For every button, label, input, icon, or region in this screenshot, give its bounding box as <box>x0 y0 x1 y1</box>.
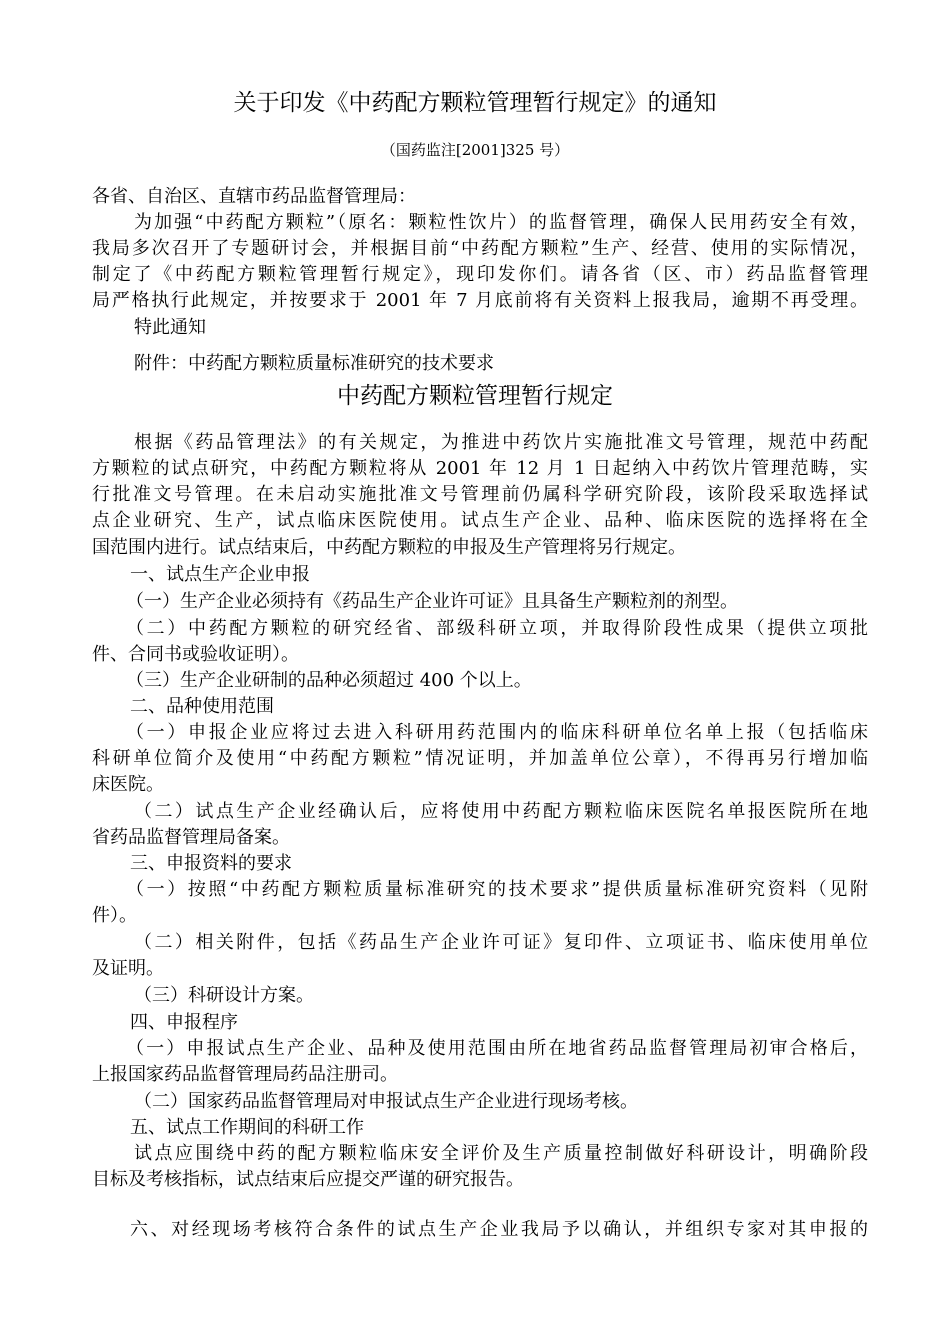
intro-line: 国范围内进行。试点结束后，中药配方颗粒的申报及生产管理将另行规定。 <box>92 537 686 558</box>
section-item: 试点应围绕中药的配方颗粒临床安全评价及生产质量控制做好科研设计，明确阶段 <box>134 1143 868 1164</box>
section-item: （二）试点生产企业经确认后，应将使用中药配方颗粒临床医院名单报医院所在地 <box>134 801 868 822</box>
section-heading: 六、对经现场考核符合条件的试点生产企业我局予以确认，并组织专家对其申报的 <box>130 1219 868 1240</box>
notice-body-line: 为加强“中药配方颗粒”（原名：颗粒性饮片）的监督管理，确保人民用药安全有效， <box>134 212 868 233</box>
attachment: 附件：中药配方颗粒质量标准研究的技术要求 <box>134 353 494 374</box>
section-item: （二）相关附件，包括《药品生产企业许可证》复印件、立项证书、临床使用单位 <box>134 932 868 953</box>
closing: 特此通知 <box>134 317 206 338</box>
section-item: （二）国家药品监督管理局对申报试点生产企业进行现场考核。 <box>134 1091 638 1112</box>
section-item: 床医院。 <box>92 774 164 795</box>
section-heading: 三、申报资料的要求 <box>130 853 292 874</box>
section-item: 件）。 <box>92 905 137 926</box>
section-heading: 四、申报程序 <box>130 1012 238 1033</box>
intro-line: 点企业研究、生产，试点临床医院使用。试点生产企业、品种、临床医院的选择将在全 <box>92 510 868 531</box>
section-heading: 一、试点生产企业申报 <box>130 564 310 585</box>
section-item: （三）科研设计方案。 <box>134 985 314 1006</box>
document-number: （国药监注[2001]325 号） <box>380 141 570 159</box>
section-item: 省药品监督管理局备案。 <box>92 827 290 848</box>
section-item: （一）生产企业必须持有《药品生产企业许可证》且具备生产颗粒剂的剂型。 <box>126 591 738 612</box>
notice-body-line: 局严格执行此规定，并按要求于 2001 年 7 月底前将有关资料上报我局，逾期不再受理。 <box>92 290 868 311</box>
section-item: （三）生产企业研制的品种必须超过 400 个以上。 <box>126 670 532 691</box>
section-heading: 二、品种使用范围 <box>130 696 274 717</box>
intro-line: 根据《药品管理法》的有关规定，为推进中药饮片实施批准文号管理，规范中药配 <box>134 432 868 453</box>
section-item: 件、合同书或验收证明）。 <box>92 644 299 665</box>
section-item: （一）按照“中药配方颗粒质量标准研究的技术要求”提供质量标准研究资料（见附 <box>126 879 868 900</box>
regulation-title: 中药配方颗粒管理暂行规定 <box>337 383 613 409</box>
section-item: 目标及考核指标，试点结束后应提交严谨的研究报告。 <box>92 1169 524 1190</box>
notice-body-line: 制定了《中药配方颗粒管理暂行规定》，现印发你们。请各省（区、市）药品监督管理 <box>92 264 868 285</box>
intro-line: 行批准文号管理。在未启动实施批准文号管理前仍属科学研究阶段，该阶段采取选择试 <box>92 484 868 505</box>
section-item: （二）中药配方颗粒的研究经省、部级科研立项，并取得阶段性成果（提供立项批 <box>126 618 868 639</box>
salutation: 各省、自治区、直辖市药品监督管理局： <box>92 186 416 207</box>
section-item: 及证明。 <box>92 958 164 979</box>
notice-body-line: 我局多次召开了专题研讨会，并根据目前“中药配方颗粒”生产、经营、使用的实际情况， <box>92 238 868 259</box>
section-item: 科研单位简介及使用“中药配方颗粒”情况证明，并加盖单位公章），不得再另行增加临 <box>92 748 868 769</box>
section-item: （一）申报试点生产企业、品种及使用范围由所在地省药品监督管理局初审合格后， <box>126 1038 868 1059</box>
section-item: 上报国家药品监督管理局药品注册司。 <box>92 1064 398 1085</box>
intro-line: 方颗粒的试点研究，中药配方颗粒将从 2001 年 12 月 1 日起纳入中药饮片管理范畴，实 <box>92 458 868 479</box>
section-item: （一）申报企业应将过去进入科研用药范围内的临床科研单位名单上报（包括临床 <box>126 722 868 743</box>
section-heading: 五、试点工作期间的科研工作 <box>130 1117 364 1138</box>
notice-title: 关于印发《中药配方颗粒管理暂行规定》的通知 <box>233 90 717 116</box>
